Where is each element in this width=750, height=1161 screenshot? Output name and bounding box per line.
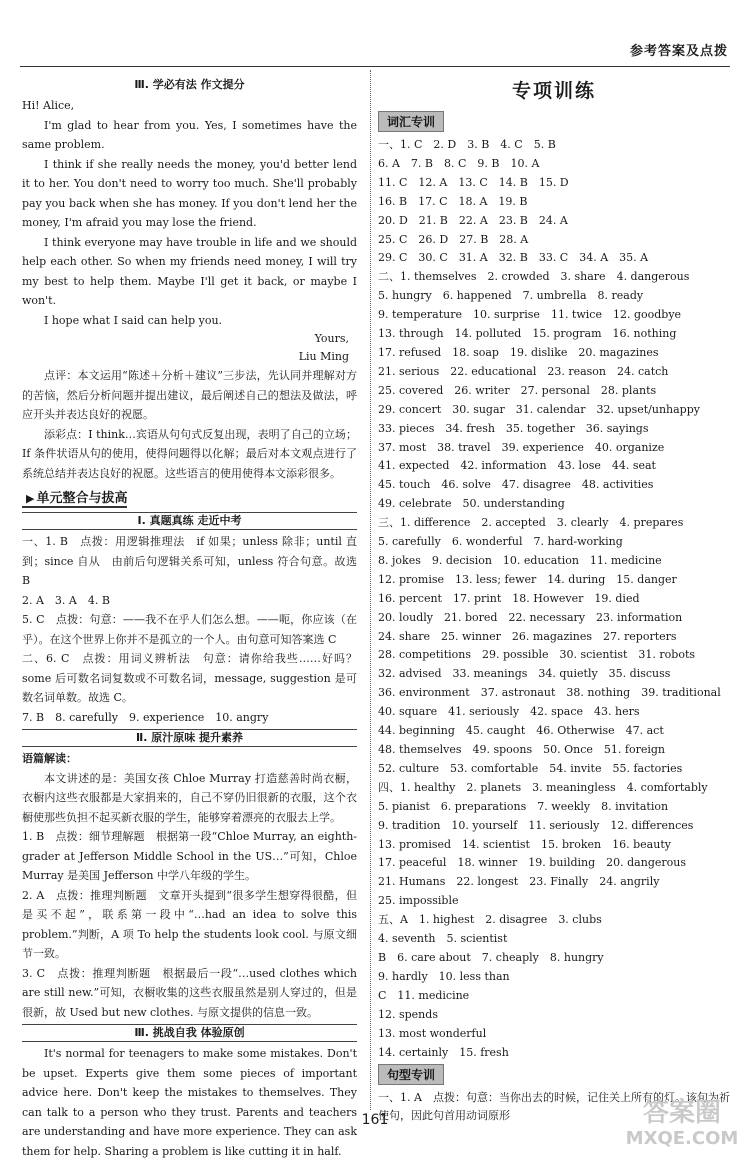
answer-line: 32. advised 33. meanings 34. quietly 35. discuss bbox=[378, 667, 671, 681]
letter-greeting: Hi! Alice, bbox=[22, 99, 75, 112]
answer-line: 四、1. healthy 2. planets 3. meaningless 4. comfortably bbox=[378, 780, 708, 794]
answer: 7. B 8. carefully 9. experience 10. angry bbox=[22, 710, 269, 724]
unit-banner-label: 单元整合与拔高 bbox=[36, 491, 128, 506]
answer-line: 8. jokes 9. decision 10. education 11. medicine bbox=[378, 553, 662, 567]
letter-paragraph: I hope what I said can help you. bbox=[44, 313, 223, 327]
answer-line: 11. C 12. A 13. C 14. B 15. D bbox=[378, 175, 569, 189]
letter-paragraph: I think if she really needs the money, you'd better lend it to her. You don't need to worry too much. She'll probably pay you back when she has money. If you don't lend her the money, I'm afraid you may lose the friend. bbox=[22, 157, 357, 229]
answer-line: 21. Humans 22. longest 23. Finally 24. angrily bbox=[378, 875, 660, 889]
answer-line: 25. impossible bbox=[378, 894, 459, 908]
answer-line: 一、1. C 2. D 3. B 4. C 5. B bbox=[378, 138, 556, 151]
letter-closing: Yours, bbox=[314, 332, 349, 345]
header-rule bbox=[20, 66, 730, 67]
answer-line: 14. certainly 15. fresh bbox=[378, 1045, 509, 1059]
answer-line: 21. serious 22. educational 23. reason 24. catch bbox=[378, 364, 669, 378]
answer-line: 36. environment 37. astronaut 38. nothing 39. traditional bbox=[378, 686, 721, 700]
answer-line: 13. promised 14. scientist 15. broken 16. beauty bbox=[378, 837, 671, 851]
answer-line: 48. themselves 49. spoons 50. Once 51. foreign bbox=[378, 743, 665, 756]
answer-line: 三、1. difference 2. accepted 3. clearly 4. prepares bbox=[378, 516, 684, 530]
answer-line: B 6. care about 7. cheaply 8. hungry bbox=[378, 950, 604, 964]
answer-line: 52. culture 53. comfortable 54. invite 55. factories bbox=[378, 761, 683, 775]
answer-line: 6. A 7. B 8. C 9. B 10. A bbox=[378, 156, 540, 170]
answer-line: 9. hardly 10. less than bbox=[378, 969, 510, 983]
watermark bbox=[622, 1097, 742, 1153]
answer-line: 37. most 38. travel 39. experience 40. organize bbox=[378, 440, 665, 454]
answer-line: 25. covered 26. writer 27. personal 28. plants bbox=[378, 383, 657, 397]
essay: It's normal for teenagers to make some mistakes. Don't be upset. Experts give them some pieces of important advice here. Don't keep the mistakes to themselves. They can talk to a person who they trust. Parents and teachers are understanding and have more experience. They can ask them for help. Sharing a problem is like cutting it in half. bbox=[22, 1047, 357, 1158]
watermark-logo: 答案圈 bbox=[642, 1098, 721, 1128]
answer-line: 17. peaceful 18. winner 19. building 20. dangerous bbox=[378, 856, 686, 870]
answer-line: 5. hungry 6. happened 7. umbrella 8. ready bbox=[378, 289, 644, 303]
answer-line: 13. most wonderful bbox=[378, 1026, 487, 1040]
highlight-comment: 添彩点：I think…宾语从句句式反复出现，表明了自己的立场；If 条件状语从句的使用，使得问题得以化解；最后对本文观点进行了系统总结并表达良好的祝愿。这些语言的使用使得本文添彩很多。 bbox=[22, 427, 357, 480]
answer-line: 五、A 1. highest 2. disagree 3. clubs bbox=[378, 913, 602, 927]
page-header: 参考答案及点拨 bbox=[629, 44, 728, 59]
answer-line: 41. expected 42. information 43. lose 44. seat bbox=[378, 459, 656, 473]
left-column bbox=[22, 70, 357, 1161]
answer-line: 12. spends bbox=[378, 1007, 438, 1021]
answer: 二、6. C 点拨：用词义辨析法 句意：请你给我些……好吗？some 后可数名词复数或不可数名词，message, suggestion 是可数名词单数。故选 C。 bbox=[22, 652, 357, 704]
right-column bbox=[378, 70, 730, 1125]
answer: 5. C 点拨：句意：——我不在乎人们怎么想。——呃，你应该（在乎）。在这个世界上你并不是孤立的一个人。由句意可知答案选 C bbox=[22, 613, 357, 646]
answer-line: 12. promise 13. less; fewer 14. during 15. danger bbox=[378, 572, 677, 586]
reading-summary: 本文讲述的是：美国女孩 Chloe Murray 打造慈善时尚衣橱，衣橱内这些衣服都是大家捐来的，自己不穿仍旧很新的衣服，这个衣橱使那些负担不起买新衣服的学生，能够穿着漂亮的衣服去上学。 bbox=[22, 771, 357, 824]
answer-line: 20. loudly 21. bored 22. necessary 23. information bbox=[378, 610, 683, 624]
answer-line: 5. pianist 6. preparations 7. weekly 8. invitation bbox=[378, 799, 669, 813]
answer-line: 4. seventh 5. scientist bbox=[378, 932, 508, 946]
answer-line: 5. carefully 6. wonderful 7. hard-working bbox=[378, 535, 623, 549]
answer: 一、1. A 点拨：句意：当你出去的时候，记住关上所有的灯。该句为祈使句，因此句首用动词原形 bbox=[378, 1091, 730, 1123]
subsection-box: Ⅰ. 真题真练 走近中考 bbox=[22, 512, 357, 530]
section-tag: 词汇专训 bbox=[378, 111, 444, 132]
answer-line: 33. pieces 34. fresh 35. together 36. sayings bbox=[378, 421, 649, 435]
answer: 一、1. B 点拨：用逻辑推理法 if 如果；unless 除非；until 直到；since 自从 由前后句逻辑关系可知，unless 符合句意。故选 B bbox=[22, 535, 357, 587]
section-tag: 句型专训 bbox=[378, 1064, 444, 1085]
answer-line: 44. beginning 45. caught 46. Otherwise 47. act bbox=[378, 724, 664, 738]
reading-title: 语篇解读： bbox=[22, 752, 77, 765]
answer-line: 9. temperature 10. surprise 11. twice 12. goodbye bbox=[378, 308, 682, 322]
section-title: Ⅲ. 学必有法 作文提分 bbox=[134, 78, 245, 91]
triangle-icon: ▶ bbox=[26, 492, 35, 505]
page-title: 专项训练 bbox=[511, 80, 596, 102]
letter-paragraph: I think everyone may have trouble in life and we should help each other. So when my friends need money, I will try my best to help them. Maybe I'll get it back, or maybe I won't. bbox=[22, 235, 357, 307]
answer-line: 20. D 21. B 22. A 23. B 24. A bbox=[378, 213, 568, 227]
column-divider bbox=[370, 70, 371, 1110]
answer-list bbox=[378, 136, 730, 1062]
subsection-box: Ⅱ. 原汁原味 提升素养 bbox=[22, 729, 357, 747]
answer-line: 25. C 26. D 27. B 28. A bbox=[378, 232, 529, 246]
answer-line: 17. refused 18. soap 19. dislike 20. magazines bbox=[378, 345, 659, 359]
answer-line: 24. share 25. winner 26. magazines 27. reporters bbox=[378, 629, 677, 643]
answer: 2. A 点拨：推理判断题 文章开头提到“很多学生想穿得很酷，但是买不起”，联系第一段中“…had an idea to solve this problem.”判断，A 项 To help the students look cool. 与原文细节一致。 bbox=[22, 888, 357, 960]
answer-line: 49. celebrate 50. understanding bbox=[378, 497, 565, 511]
answer-line: 40. square 41. seriously 42. space 43. hers bbox=[378, 705, 640, 719]
answer-line: 二、1. themselves 2. crowded 3. share 4. dangerous bbox=[378, 270, 690, 284]
answer: 2. A 3. A 4. B bbox=[22, 593, 110, 607]
letter-signature: Liu Ming bbox=[298, 350, 349, 363]
answer-line: 16. percent 17. print 18. However 19. died bbox=[378, 591, 640, 605]
watermark-url: MXQE.COM bbox=[625, 1128, 739, 1149]
answer-line: C 11. medicine bbox=[378, 988, 470, 1002]
comment: 点评：本文运用“陈述＋分析＋建议”三步法，先认同并理解对方的苦恼，然后分析问题并提出建议，最后阐述自己的想法及做法，呼应开头并表达良好的祝愿。 bbox=[22, 369, 357, 421]
answer: 1. B 点拨：细节理解题 根据第一段“Chloe Murray, an eighth-grader at Jefferson Middle School in the US…”可知，Chloe Murray 是美国 Jefferson 中学八年级的学生。 bbox=[22, 830, 357, 882]
answer-line: 45. touch 46. solve 47. disagree 48. activities bbox=[378, 478, 654, 492]
letter-paragraph: I'm glad to hear from you. Yes, I sometimes have the same problem. bbox=[22, 118, 357, 151]
page-number: 161 bbox=[361, 1112, 389, 1128]
answer-line: 9. tradition 10. yourself 11. seriously 12. differences bbox=[378, 818, 694, 832]
answer-line: 13. through 14. polluted 15. program 16. nothing bbox=[378, 327, 677, 341]
answer: 3. C 点拨：推理判断题 根据最后一段“…used clothes which are still new.”可知，衣橱收集的这些衣服虽然是别人穿过的，但是很新，故 Used but new clothes. 与原文提供的信息一致。 bbox=[22, 966, 357, 1019]
answer-line: 29. concert 30. sugar 31. calendar 32. upset/unhappy bbox=[378, 402, 700, 416]
unit-banner bbox=[22, 487, 127, 508]
answer-line: 28. competitions 29. possible 30. scientist 31. robots bbox=[378, 648, 696, 662]
answer-line: 29. C 30. C 31. A 32. B 33. C 34. A 35. A bbox=[378, 251, 649, 265]
answer-line: 16. B 17. C 18. A 19. B bbox=[378, 194, 528, 208]
subsection-box: Ⅲ. 挑战自我 体验原创 bbox=[22, 1024, 357, 1042]
